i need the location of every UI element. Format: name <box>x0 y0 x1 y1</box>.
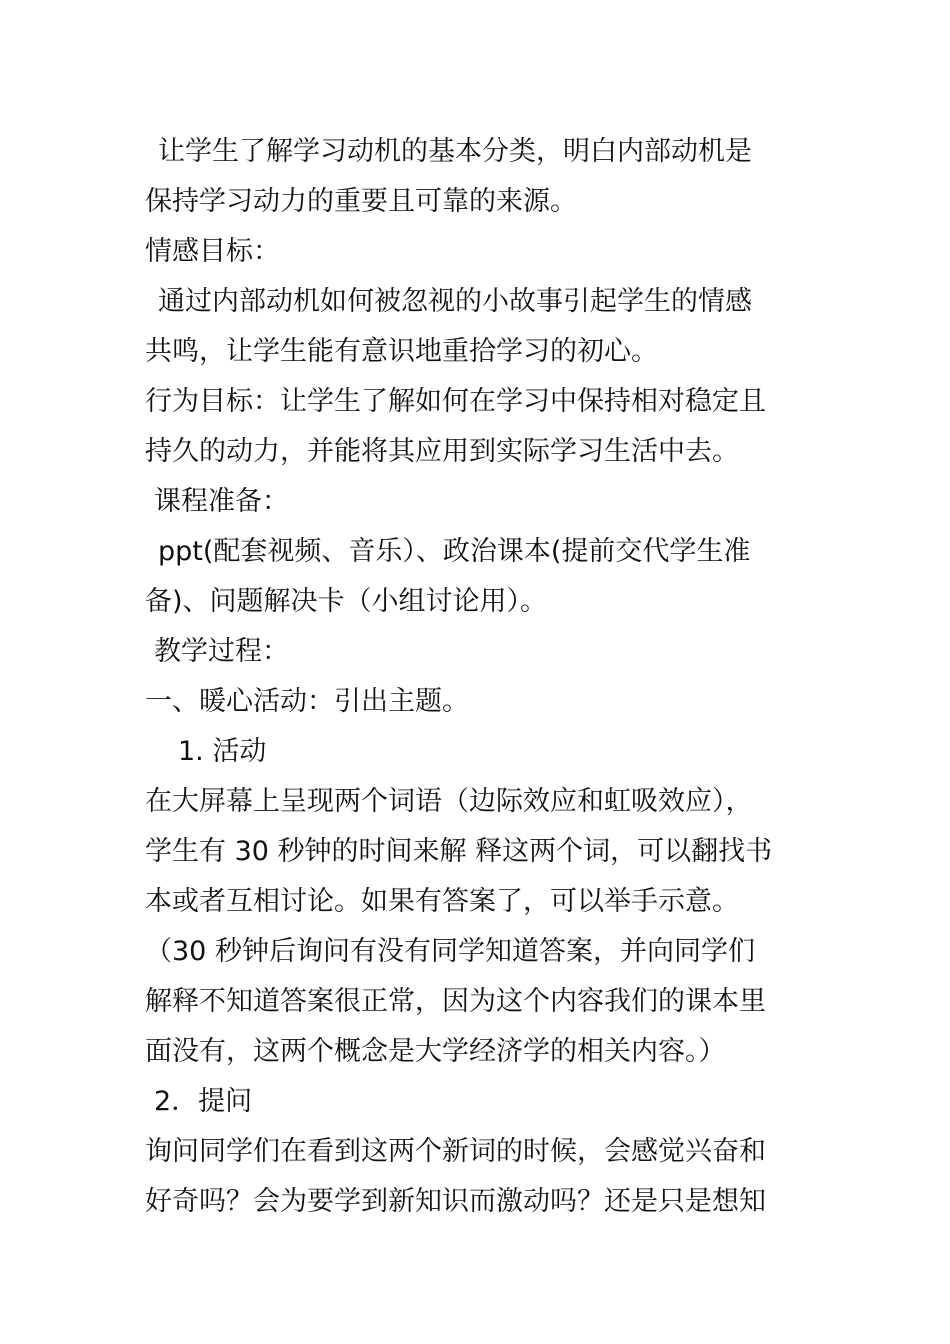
section-heading-emotion-goal: 情感目标： <box>145 236 280 267</box>
paragraph-line: 学生有 30 秒钟的时间来解 释这两个词，可以翻找书 <box>145 836 773 867</box>
section-heading-teaching-process: 教学过程： <box>154 636 289 667</box>
section-heading-course-preparation: 课程准备： <box>154 486 289 517</box>
paragraph-line: 通过内部动机如何被忽视的小故事引起学生的情感 <box>158 286 752 317</box>
document-body <box>145 127 825 1227</box>
paragraph-line: 好奇吗？会为要学到新知识而激动吗？还是只是想知 <box>145 1186 766 1217</box>
paragraph-line: 解释不知道答案很正常，因为这个内容我们的课本里 <box>145 986 766 1017</box>
paragraph-line: 面没有，这两个概念是大学经济学的相关内容。） <box>145 1036 726 1067</box>
paragraph-line: 在大屏幕上呈现两个词语（边际效应和虹吸效应）， <box>145 786 753 817</box>
paragraph-line: 保持学习动力的重要且可靠的来源。 <box>145 186 577 217</box>
paragraph-line: 让学生了解学习动机的基本分类，明白内部动机是 <box>158 136 752 167</box>
subsection-heading-activity: 1. 活动 <box>178 736 267 767</box>
paragraph-line: 共鸣，让学生能有意识地重拾学习的初心。 <box>145 336 658 367</box>
paragraph-line: ppt(配套视频、音乐）、政治课本(提前交代学生准 <box>158 536 751 567</box>
paragraph-line: 行为目标：让学生了解如何在学习中保持相对稳定且 <box>145 386 766 417</box>
subsection-heading-question: 2．提问 <box>154 1086 253 1117</box>
paragraph-line: （30 秒钟后询问有没有同学知道答案，并向同学们 <box>145 936 755 967</box>
paragraph-line: 持久的动力，并能将其应用到实际学习生活中去。 <box>145 436 739 467</box>
paragraph-line: 询问同学们在看到这两个新词的时候，会感觉兴奋和 <box>145 1136 766 1167</box>
paragraph-line: 本或者互相讨论。如果有答案了，可以举手示意。 <box>145 886 739 917</box>
paragraph-line: 备)、问题解决卡（小组讨论用）。 <box>145 586 548 617</box>
section-heading-warm-activity: 一、暖心活动：引出主题。 <box>145 686 469 717</box>
